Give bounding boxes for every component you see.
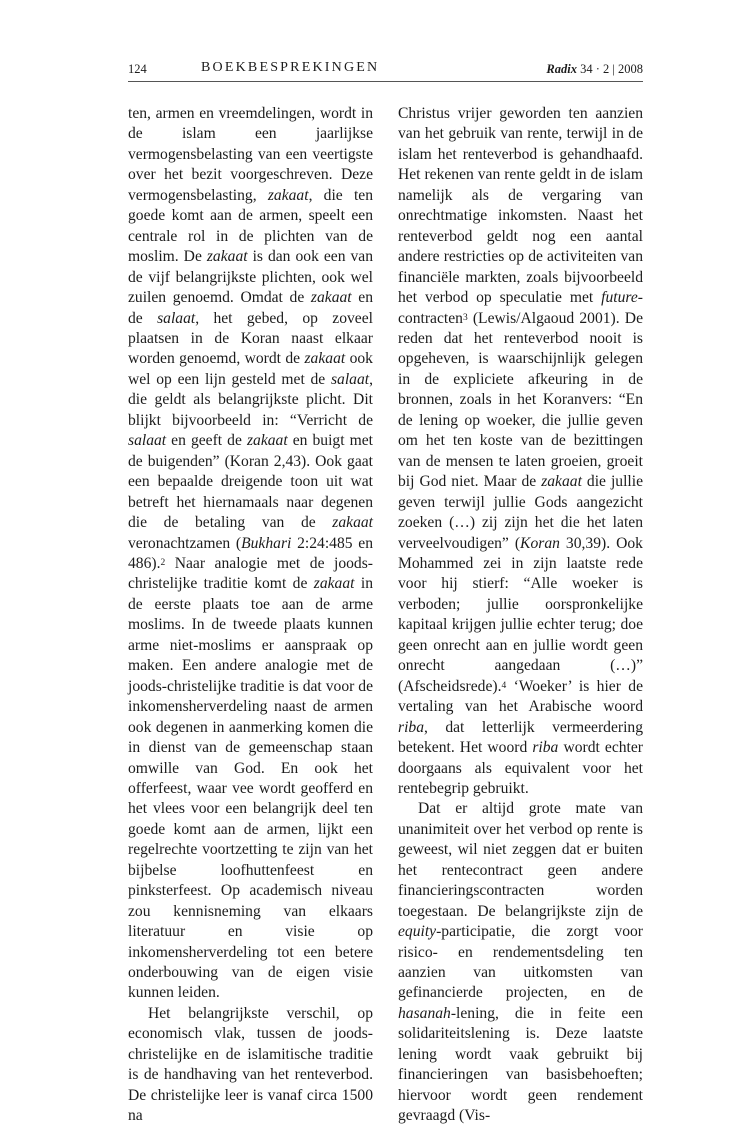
text-run: , het gebed, op zoveel plaatsen in de Koran naast elkaar worden genoemd, wordt de <box>128 309 373 368</box>
page-number: 124 <box>128 62 147 76</box>
footnote-ref: 4 <box>501 680 507 691</box>
paragraph <box>398 799 643 1126</box>
section-title: BOEKBESPREKINGEN <box>201 60 380 75</box>
text-run: , dat letterlijk vermeerdering betekent. Het woord <box>398 718 643 757</box>
text-run: en de <box>128 289 373 327</box>
text-run: ten, armen en vreemdelingen, wordt in de islam een jaarlijkse vermogensbelasting van een veertigste over het bezit voorgeschreven. Deze vermogensbelasting, <box>128 105 373 204</box>
italic-term: equity <box>398 923 437 941</box>
italic-term: zakaat <box>313 575 355 593</box>
left-column <box>128 104 373 1127</box>
text-run: veronachtzamen ( <box>128 534 242 552</box>
text-run: Naar analogie met de joods-christelijke traditie komt de <box>128 554 373 593</box>
text-run: die jullie geven terwijl jullie Gods aangezicht zoeken (…) zij zijn het die het laten verveelvoudigen” ( <box>398 473 643 552</box>
text-run: ‘Woeker’ is hier de vertaling van het Arabische woord <box>398 677 643 716</box>
paragraph <box>128 104 373 1004</box>
italic-term: salaat <box>330 370 370 388</box>
italic-term: hasanah <box>398 1004 451 1022</box>
text-run: (Lewis/Algaoud 2001). De reden dat het renteverbod nooit is opgeheven, is waarschijnlijk gelegen in de expliciete afkeuring in de bronnen, zoals in het Koranvers: “En de lening op woeker, die jullie geven om het ten koste van de bezittingen van de mensen te laten groeien, groeit bij God niet. Maar de <box>398 309 643 491</box>
running-header <box>128 60 643 80</box>
text-run: en buigt met de buigenden” (Koran 2,43). Ook gaat een bepaalde dreigende toon uit wat betreft het hiernamaals naar degenen die de betaling van de <box>128 432 373 532</box>
text-run: -contracten <box>398 289 643 327</box>
italic-term: zakaat <box>332 514 373 532</box>
text-run: Dat er altijd grote mate van unanimiteit over het verbod op rente is geweest, wil niet zeggen dat er buiten het rentecontract geen andere financieringscontracten worden toegestaan. De belangrijkste zijn de <box>398 800 643 920</box>
italic-term: zakaat <box>267 186 309 204</box>
text-run: en geeft de <box>166 432 247 450</box>
text-run: Christus vrijer geworden ten aanzien van het gebruik van rente, terwijl in de islam het renteverbod is gehandhaafd. Het rekenen van rente geldt in de islam namelijk als de vergaring van onrechtmatige inkomsten. Naast het renteverbod geldt nog een aantal andere restricties op de activiteiten van financiële markten, zoals bijvoorbeeld het verbod op speculatie met <box>398 105 643 307</box>
text-run: , die ten goede komt aan de armen, speelt een centrale rol in de plichten van de moslim. De <box>128 186 373 266</box>
journal-issue: 34 · 2 | 2008 <box>580 62 643 76</box>
text-run: Het belangrijkste verschil, op economisch vlak, tussen de joods-christelijke en de islamitische traditie is de handhaving van het renteverbod. De christelijke leer is vanaf circa 1500 na <box>128 1004 373 1125</box>
text-run: wordt echter doorgaans als equivalent voor het rentebegrip gebruikt. <box>398 739 644 797</box>
footnote-ref: 3 <box>462 312 468 323</box>
header-rule <box>128 81 643 82</box>
italic-term: future <box>601 289 638 307</box>
italic-term: zakaat <box>541 473 582 491</box>
text-run: , die geldt als belangrijkste plicht. Dit blijkt bijvoorbeeld in: “Verricht de <box>128 370 373 429</box>
journal-name: Radix <box>546 62 577 76</box>
journal-info <box>546 62 643 77</box>
text-run: in de eerste plaats toe aan de arme moslims. In de tweede plaats kunnen arme niet-moslims er aanspraak op maken. Een andere analogie met de joods-christelijke traditie is dat voor de inkomensherverdeling naast de armen ook degenen in aanmerking komen die in dienst van de gemeenschap staan omwille van God. En ook het offerfeest, waar vee wordt geofferd en het vlees voor een belangrijk deel ten goede komt aan de armen, lijkt een regelrechte voortzetting te zijn van het bijbelse loofhuttenfeest en pinksterfeest. Op academisch niveau zou kennisneming van elkaars literatuur en visie op inkomensherverdeling tot een betere onderbouwing van de eigen visie kunnen leiden. <box>128 575 373 1002</box>
italic-term: zakaat <box>246 432 288 450</box>
paragraph <box>398 104 643 799</box>
italic-term: Koran <box>520 534 560 552</box>
italic-term: salaat <box>128 432 167 450</box>
right-column <box>398 104 643 1127</box>
text-run: 30,39). Ook Mohammed zei in zijn laatste rede voor hij stierf: “Alle woeker is verboden; jullie oorspronkelijke kapitaal krijgen jullie echter terug; doe geen onrecht aan en jullie wordt geen onrecht aangedaan (…)” (Afscheidsrede). <box>398 534 643 695</box>
text-run: ook wel op een lijn gesteld met de <box>128 350 373 388</box>
text-run: -lening, die in feite een solidariteitslening is. Deze laatste lening wordt vaak gebruikt bij financieringen van basisbehoeften; hiervoor wordt geen rendement gevraagd (Vis- <box>398 1004 643 1125</box>
italic-term: riba <box>532 739 559 757</box>
paragraph <box>128 1004 373 1127</box>
italic-term: Bukhari <box>241 534 292 552</box>
italic-term: zakaat <box>206 248 248 266</box>
footnote-ref: 2 <box>160 558 166 569</box>
italic-term: riba <box>398 718 424 736</box>
italic-term: zakaat <box>310 289 352 307</box>
text-run: -participatie, die zorgt voor risico- en rendementsdeling ten aanzien van uitkomsten van gefinancierde projecten, en de <box>398 923 643 1002</box>
italic-term: salaat <box>157 309 196 327</box>
italic-term: zakaat <box>304 350 346 368</box>
text-run: is dan ook een van de vijf belangrijkste plichten, ook wel zuilen genoemd. Omdat de <box>128 248 373 307</box>
text-run: 2:24:485 en 486). <box>128 534 373 572</box>
